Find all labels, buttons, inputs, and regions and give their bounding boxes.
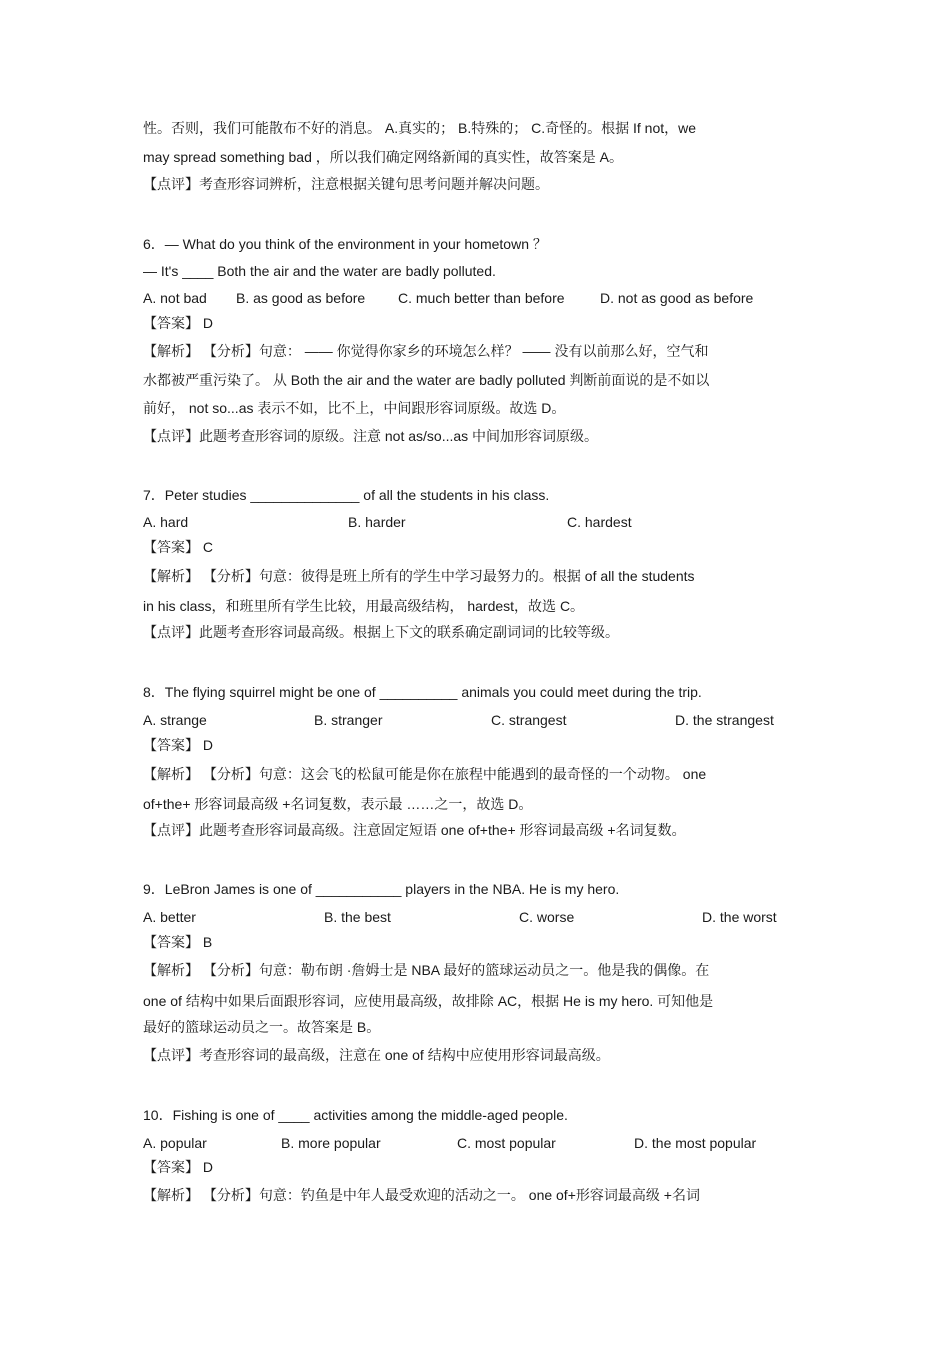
intro-comment: 【点评】考查形容词辨析，注意根据关键句思考问题并解决问题。 [143,176,549,192]
q8-answer: 【答案】 D [143,737,213,753]
q6-comment: 【点评】此题考查形容词的原级。注意 not as/so...as 中间加形容词原级。 [143,428,599,444]
q6-option-a: A. not bad [143,290,207,306]
q9-stem: 9．LeBron James is one of ___________ players in the NBA. He is my hero. [143,881,620,897]
q8-comment: 【点评】此题考查形容词最高级。注意固定短语 one of+the+ 形容词最高级 +名词复数。 [143,822,686,838]
q10-option-a: A. popular [143,1135,207,1151]
q7-analysis-2: in his class，和班里所有学生比较，用最高级结构， hardest，故选 C。 [143,598,585,614]
q6-analysis-2: 水都被严重污染了。 从 Both the air and the water are badly polluted 判断前面说的是不如以 [143,372,710,388]
q7-option-b: B. harder [348,514,406,530]
q9-analysis-3: 最好的篮球运动员之一。故答案是 B。 [143,1019,381,1035]
intro-line-2: may spread something bad ，所以我们确定网络新闻的真实性，故答案是 A。 [143,149,623,165]
q7-analysis-1: 【解析】 【分析】句意：彼得是班上所有的学生中学习最努力的。根据 of all the students [143,568,695,584]
q6-answer: 【答案】 D [143,315,213,331]
q6-option-c: C. much better than before [398,290,565,306]
q7-comment: 【点评】此题考查形容词最高级。根据上下文的联系确定副词词的比较等级。 [143,624,619,640]
q10-option-b: B. more popular [281,1135,381,1151]
q6-analysis-1: 【解析】 【分析】句意： —— 你觉得你家乡的环境怎么样？ —— 没有以前那么好，空气和 [143,343,709,359]
q6-option-b: B. as good as before [236,290,366,306]
q9-option-b: B. the best [324,909,391,925]
q9-option-d: D. the worst [702,909,777,925]
q10-answer: 【答案】 D [143,1159,213,1175]
q8-stem: 8．The flying squirrel might be one of __________ animals you could meet during the trip. [143,684,702,700]
q8-option-d: D. the strangest [675,712,774,728]
intro-line-1: 性。否则，我们可能散布不好的消息。 A.真实的； B.特殊的； C.奇怪的。根据 If not，we [143,120,697,136]
q8-analysis-2: of+the+ 形容词最高级 +名词复数，表示最 ……之一，故选 D。 [143,796,533,812]
q9-option-a: A. better [143,909,196,925]
q8-option-b: B. stranger [314,712,383,728]
q7-answer: 【答案】 C [143,539,213,555]
q8-option-a: A. strange [143,712,207,728]
q6-option-d: D. not as good as before [600,290,754,306]
q10-option-c: C. most popular [457,1135,556,1151]
q9-analysis-1: 【解析】 【分析】句意：勒布朗 ·詹姆士是 NBA 最好的篮球运动员之一。他是我的偶像。在 [143,962,710,978]
q10-stem: 10．Fishing is one of ____ activities among the middle-aged people. [143,1107,568,1123]
q7-option-a: A. hard [143,514,189,530]
q9-option-c: C. worse [519,909,575,925]
q10-analysis-1: 【解析】 【分析】句意：钓鱼是中年人最受欢迎的活动之一。 one of+形容词最高级 +名词 [143,1187,700,1203]
q8-analysis-1: 【解析】 【分析】句意：这会飞的松鼠可能是你在旅程中能遇到的最奇怪的一个动物。 one [143,766,707,782]
q9-comment: 【点评】考查形容词的最高级，注意在 one of 结构中应使用形容词最高级。 [143,1047,610,1063]
q8-option-c: C. strangest [491,712,567,728]
q7-stem: 7．Peter studies ______________ of all the students in his class. [143,487,550,503]
q10-option-d: D. the most popular [634,1135,757,1151]
q9-answer: 【答案】 B [143,934,213,950]
q6-stem-2: — It's ____ Both the air and the water are badly polluted. [143,263,496,279]
q6-stem-1: 6．— What do you think of the environment in your hometown ？ [143,236,547,252]
q6-analysis-3: 前好， not so...as 表示不如，比不上，中间跟形容词原级。故选 D。 [143,400,566,416]
q7-option-c: C. hardest [567,514,632,530]
q9-analysis-2: one of 结构中如果后面跟形容词，应使用最高级，故排除 AC，根据 He is my hero. 可知他是 [143,993,714,1009]
